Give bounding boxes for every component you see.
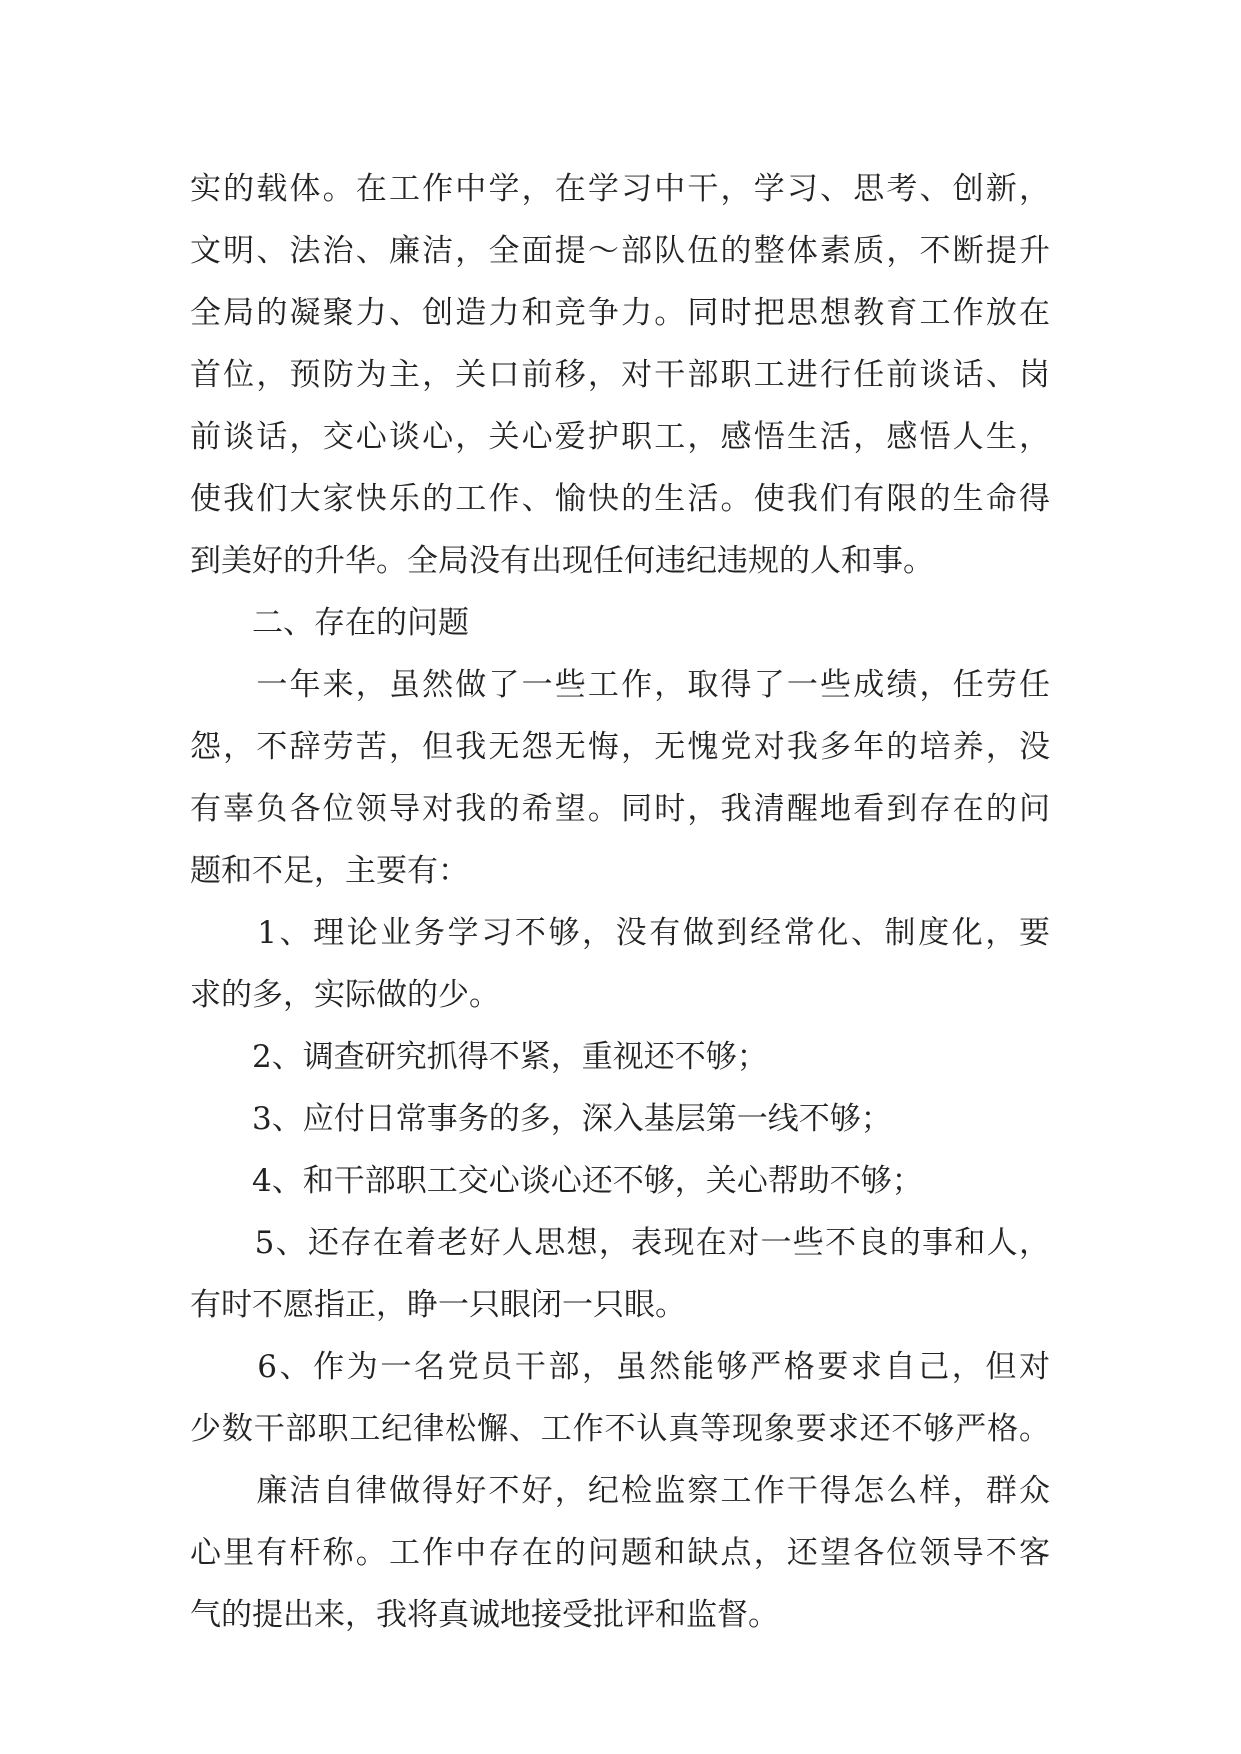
- list-item-4: [190, 1150, 1050, 1212]
- text-line: 到美好的升华。全局没有出现任何违纪违规的人和事。: [190, 543, 934, 579]
- text-line: 有时不愿指正，睁一只眼闭一只眼。: [190, 1287, 686, 1323]
- text-line: 全局的凝聚力、创造力和竞争力。同时把思想教育工作放在: [190, 295, 1050, 331]
- paragraph-intro: [190, 158, 1050, 592]
- text-line: 3、应付日常事务的多，深入基层第一线不够；: [190, 1101, 892, 1137]
- list-item-5: [190, 1212, 1050, 1336]
- list-item-1: [190, 902, 1050, 1026]
- list-item-2: [190, 1026, 1050, 1088]
- text-line: 有辜负各位领导对我的希望。同时，我清醒地看到存在的问: [190, 791, 1050, 827]
- paragraph-closing: [190, 1460, 1050, 1646]
- text-line: 4、和干部职工交心谈心还不够，关心帮助不够；: [190, 1163, 923, 1199]
- text-line: 一年来，虽然做了一些工作，取得了一些成绩，任劳任: [190, 667, 1050, 703]
- text-line: 使我们大家快乐的工作、愉快的生活。使我们有限的生命得: [190, 481, 1050, 517]
- paragraph-summary: [190, 654, 1050, 902]
- text-line: 心里有杆称。工作中存在的问题和缺点，还望各位领导不客: [190, 1535, 1050, 1571]
- text-line: 5、还存在着老好人思想，表现在对一些不良的事和人，: [190, 1225, 1050, 1261]
- section-heading: [190, 592, 1050, 654]
- text-line: 实的载体。在工作中学，在学习中干，学习、思考、创新，: [190, 171, 1050, 207]
- text-line: 文明、法治、廉洁，全面提～部队伍的整体素质，不断提升: [190, 233, 1050, 269]
- text-line: 求的多，实际做的少。: [190, 977, 500, 1013]
- text-line: 廉洁自律做得好不好，纪检监察工作干得怎么样，群众: [190, 1473, 1050, 1509]
- text-line: 题和不足，主要有：: [190, 853, 469, 889]
- heading-text: 二、存在的问题: [190, 605, 469, 641]
- text-line: 前谈话，交心谈心，关心爱护职工，感悟生活，感悟人生，: [190, 419, 1050, 455]
- text-line: 怨，不辞劳苦，但我无怨无悔，无愧党对我多年的培养，没: [190, 729, 1050, 765]
- text-line: 6、作为一名党员干部，虽然能够严格要求自己，但对: [190, 1349, 1050, 1385]
- text-line: 气的提出来，我将真诚地接受批评和监督。: [190, 1597, 779, 1633]
- text-line: 2、调查研究抓得不紧，重视还不够；: [190, 1039, 768, 1075]
- document-body: [190, 158, 1050, 1646]
- text-line: 1、理论业务学习不够，没有做到经常化、制度化，要: [190, 915, 1050, 951]
- text-line: 首位，预防为主，关口前移，对干部职工进行任前谈话、岗: [190, 357, 1050, 393]
- text-line: 少数干部职工纪律松懈、工作不认真等现象要求还不够严格。: [190, 1411, 1050, 1447]
- list-item-6: [190, 1336, 1050, 1460]
- list-item-3: [190, 1088, 1050, 1150]
